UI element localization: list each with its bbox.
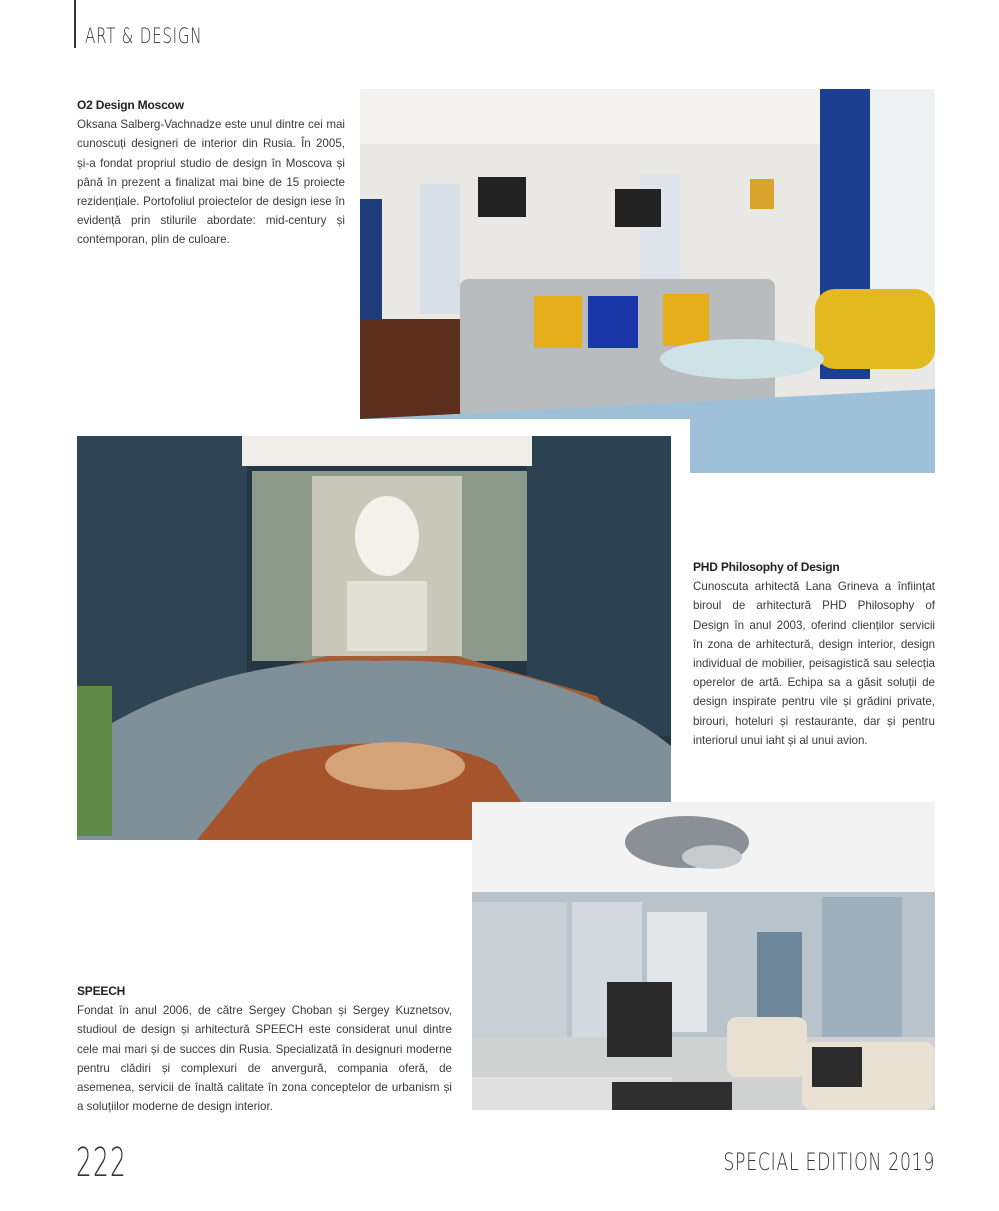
article-o2-design [77, 96, 345, 250]
edition-label: SPECIAL EDITION 2019 [723, 1148, 935, 1176]
page-number: 222 [76, 1140, 128, 1186]
article-body: Fondat în anul 2006, de către Sergey Choban și Sergey Kuznetsov, studioul de design și arhitectură SPEECH este considerat unul dintre cele mai mari și de succes din Rusia. Specializată în designuri moderne pentru clădiri și complexuri de anvergură, compania oferă, de asemenea, servicii de înaltă calitate în zona conceptelor de urbanism și a soluțiilor moderne de design interior. [77, 1004, 452, 1114]
photo-panoramic-apartment [472, 802, 935, 1110]
header-rule [74, 0, 76, 48]
article-title: O2 Design Moscow [77, 98, 184, 112]
article-phd [693, 558, 935, 750]
article-title: PHD Philosophy of Design [693, 560, 840, 574]
section-title: ART & DESIGN [85, 24, 203, 48]
article-speech [77, 982, 452, 1116]
article-title: SPEECH [77, 984, 126, 998]
article-body: Oksana Salberg-Vachnadze este unul dintre cei mai cunoscuți designeri de interior din Rusia. În 2005, și-a fondat propriul studio de design în Moscova și până în prezent a finalizat mai bine de 15 proiecte rezidențiale. Portofoliul proiectelor de design iese în evidență prin stilurile abordate: mid-century și contemporan, plin de culoare. [77, 118, 345, 247]
photo-lounge [77, 436, 671, 840]
article-body: Cunoscuta arhitectă Lana Grineva a înființat biroul de arhitectură PHD Philosophy of Design în anul 2003, oferind clienților servicii în zona de arhitectură, design interior, design individual de mobilier, peisagistică sau selecția operelor de artă. Echipa sa a găsit soluții de design inspirate pentru vile și grădini private, birouri, hoteluri și restaurante, dar și pentru interiorul unui iaht și al unui avion. [693, 580, 935, 747]
photo-living-room [360, 89, 935, 473]
